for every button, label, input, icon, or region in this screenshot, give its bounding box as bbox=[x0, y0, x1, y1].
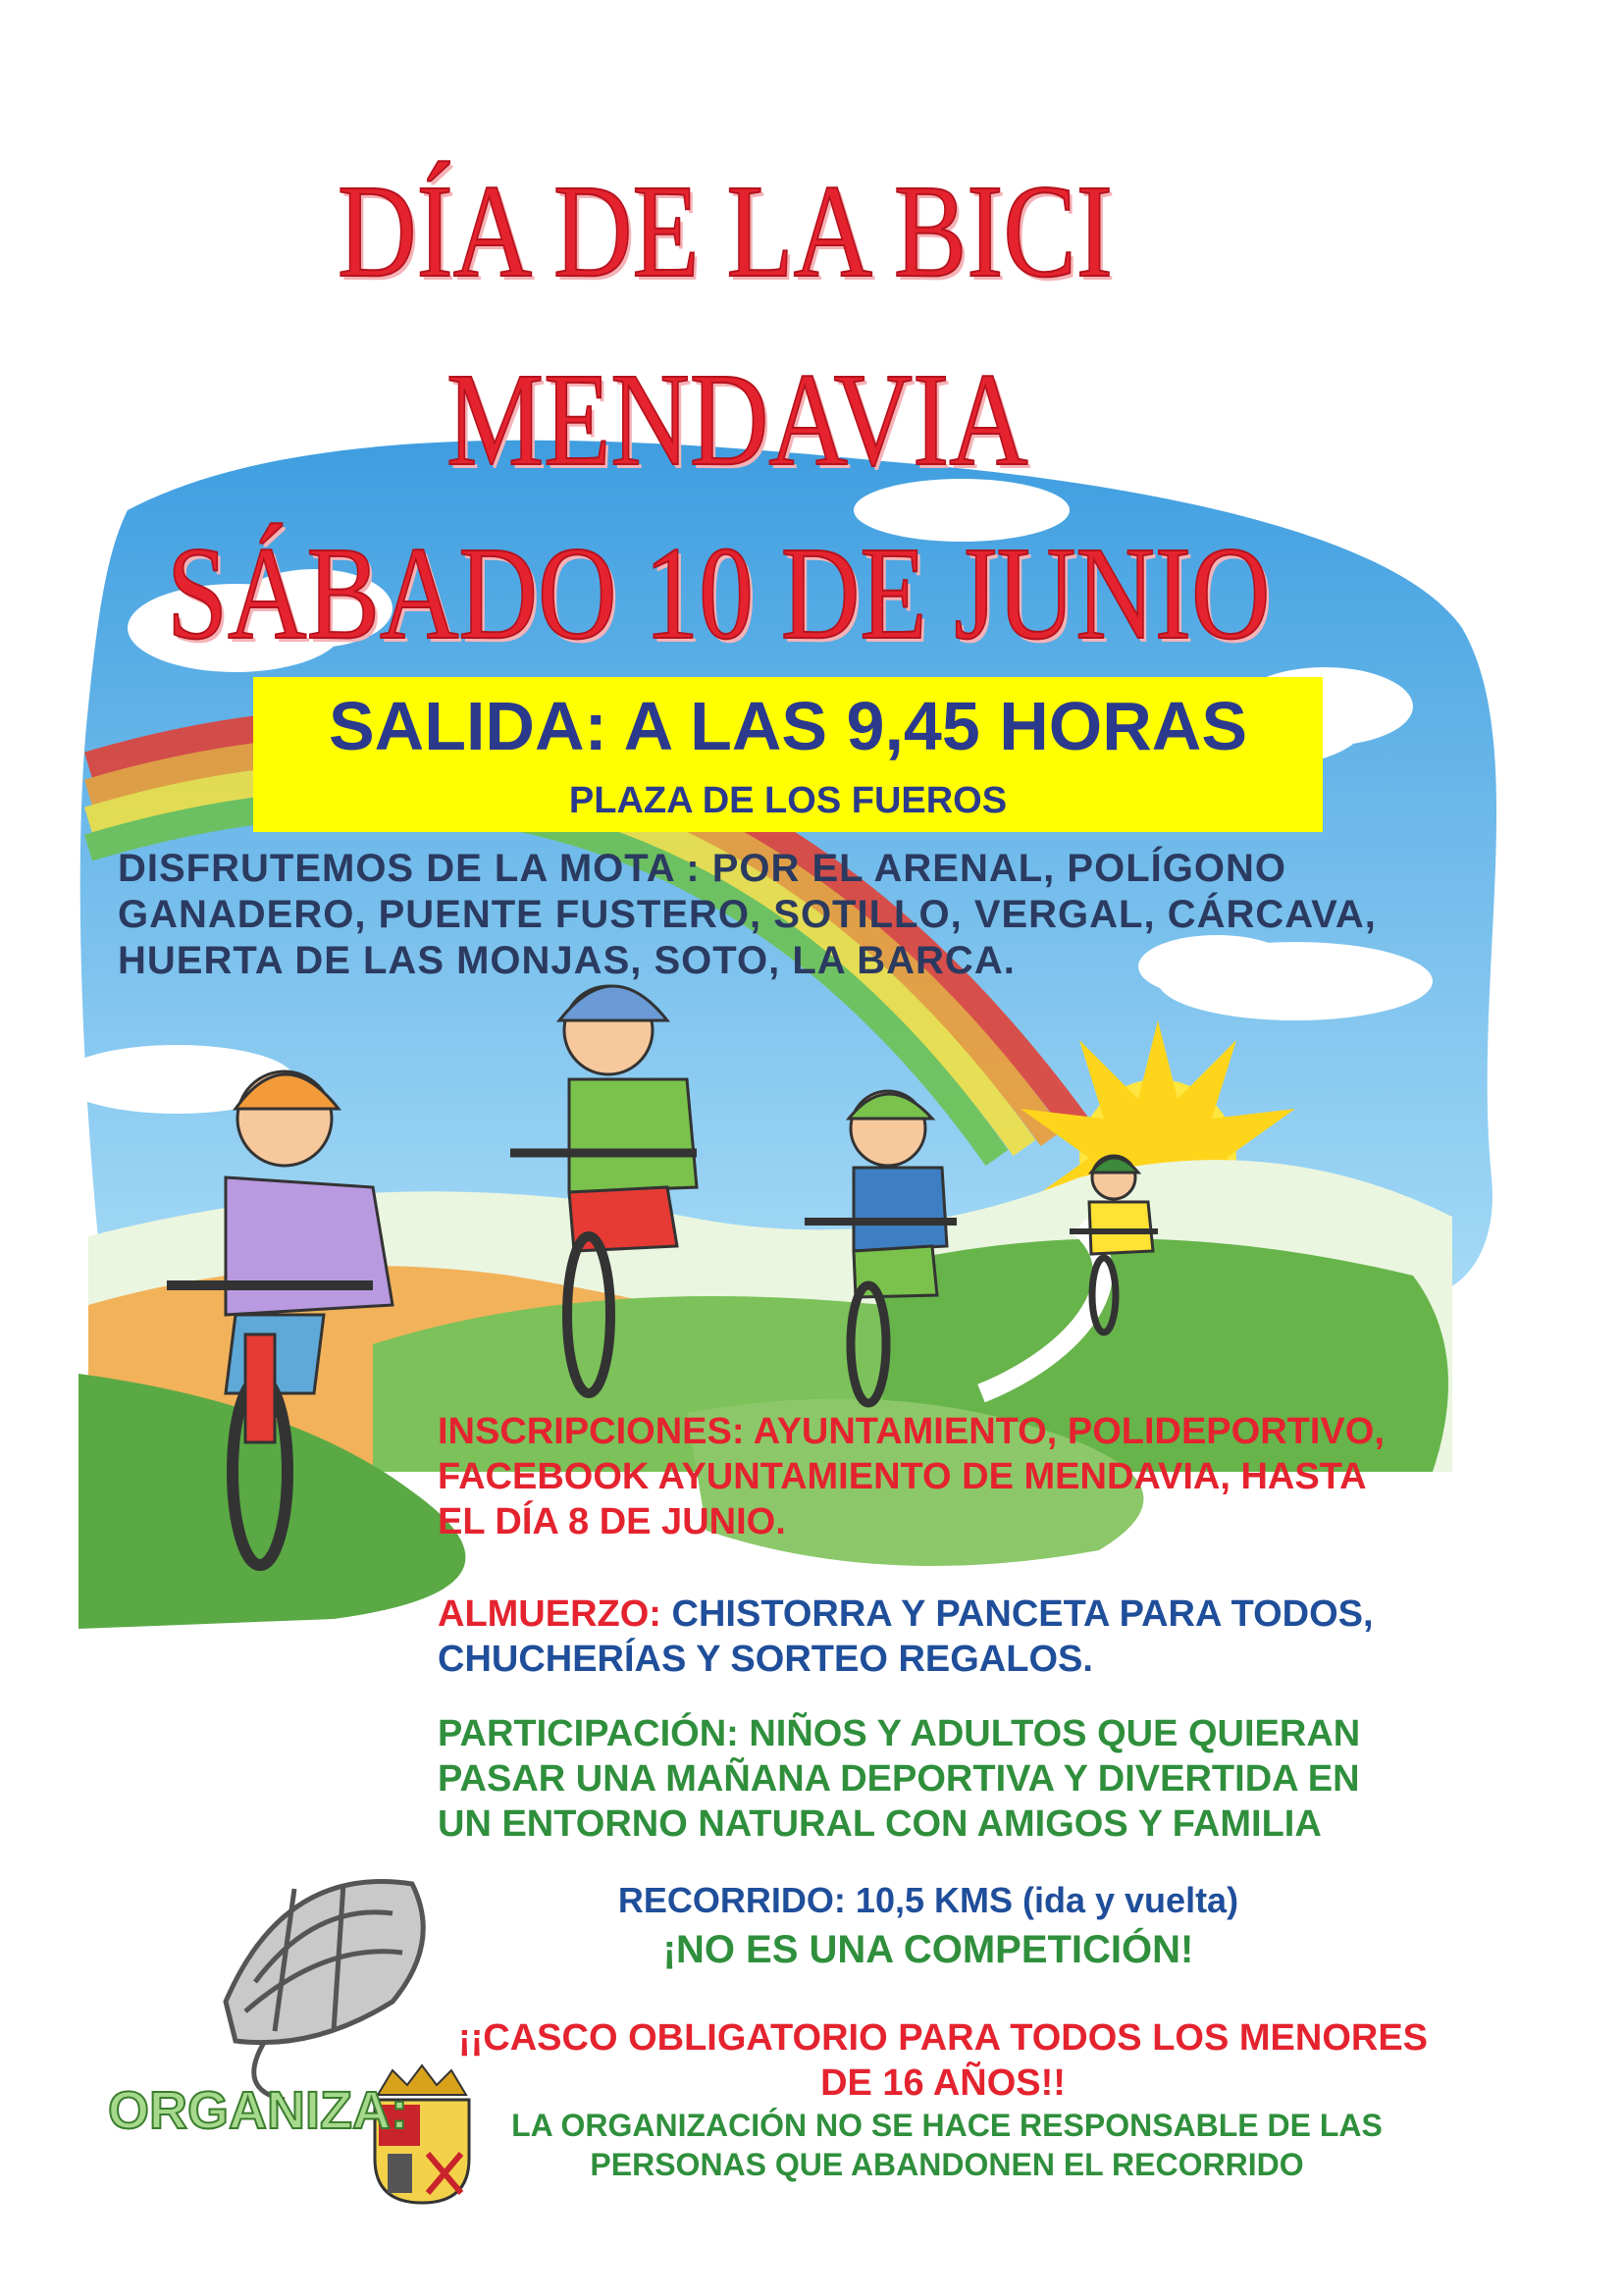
disclaimer-line-2: PERSONAS QUE ABANDONEN EL RECORRIDO bbox=[590, 2147, 1304, 2182]
disclaimer-line-1: LA ORGANIZACIÓN NO SE HACE RESPONSABLE DE LAS bbox=[511, 2108, 1383, 2143]
helmet-illustration bbox=[226, 1882, 423, 2101]
helmet-notice-line-2: DE 16 AÑOS!! bbox=[820, 2062, 1066, 2104]
title-line-3: SÁBADO 10 DE JUNIO bbox=[167, 520, 1271, 667]
helmet-notice bbox=[438, 2015, 1448, 2106]
inscriptions-line: FACEBOOK AYUNTAMIENTO DE MENDAVIA, HASTA bbox=[438, 1456, 1367, 1497]
distance-label: RECORRIDO: 10,5 KMS bbox=[617, 1880, 1013, 1920]
lunch-label: ALMUERZO: bbox=[438, 1593, 661, 1635]
inscriptions-line: EL DÍA 8 DE JUNIO. bbox=[438, 1501, 786, 1542]
route-line: HUERTA DE LAS MONJAS, SOTO, LA BARCA. bbox=[118, 939, 1016, 982]
route-line: DISFRUTEMOS DE LA MOTA : POR EL ARENAL, POLÍGONO bbox=[118, 847, 1286, 890]
participation-info bbox=[438, 1711, 1360, 1847]
lunch-line-2: CHUCHERÍAS Y SORTEO REGALOS. bbox=[438, 1639, 1093, 1680]
participation-line: UN ENTORNO NATURAL CON AMIGOS Y FAMILIA bbox=[438, 1803, 1322, 1845]
departure-time: SALIDA: A LAS 9,45 HORAS bbox=[328, 688, 1248, 764]
disclaimer bbox=[481, 2106, 1413, 2184]
distance-info bbox=[438, 1878, 1419, 1923]
organizer-label: ORGANIZA: bbox=[108, 2081, 408, 2140]
title-line-2: MENDAVIA bbox=[446, 346, 1028, 494]
participation-line: PARTICIPACIÓN: NIÑOS Y ADULTOS QUE QUIERAN bbox=[438, 1713, 1361, 1754]
route-description bbox=[118, 846, 1492, 984]
lunch-text: CHISTORRA Y PANCETA PARA TODOS, bbox=[660, 1593, 1374, 1635]
helmet-notice-line-1: ¡¡CASCO OBLIGATORIO PARA TODOS LOS MENORES bbox=[457, 2017, 1429, 2059]
lunch-line-1 bbox=[438, 1592, 1374, 1637]
distance-note: (ida y vuelta) bbox=[1013, 1880, 1239, 1920]
title-line-1: DÍA DE LA BICI bbox=[338, 158, 1113, 305]
not-competition: ¡NO ES UNA COMPETICIÓN! bbox=[662, 1928, 1194, 1971]
participation-line: PASAR UNA MAÑANA DEPORTIVA Y DIVERTIDA EN bbox=[438, 1758, 1360, 1800]
lunch-info bbox=[438, 1592, 1374, 1682]
inscriptions-info bbox=[438, 1409, 1385, 1544]
route-line: GANADERO, PUENTE FUSTERO, SOTILLO, VERGAL, CÁRCAVA, bbox=[118, 893, 1377, 936]
departure-place: PLAZA DE LOS FUEROS bbox=[568, 780, 1008, 821]
inscriptions-line: INSCRIPCIONES: AYUNTAMIENTO, POLIDEPORTIVO, bbox=[438, 1411, 1385, 1452]
